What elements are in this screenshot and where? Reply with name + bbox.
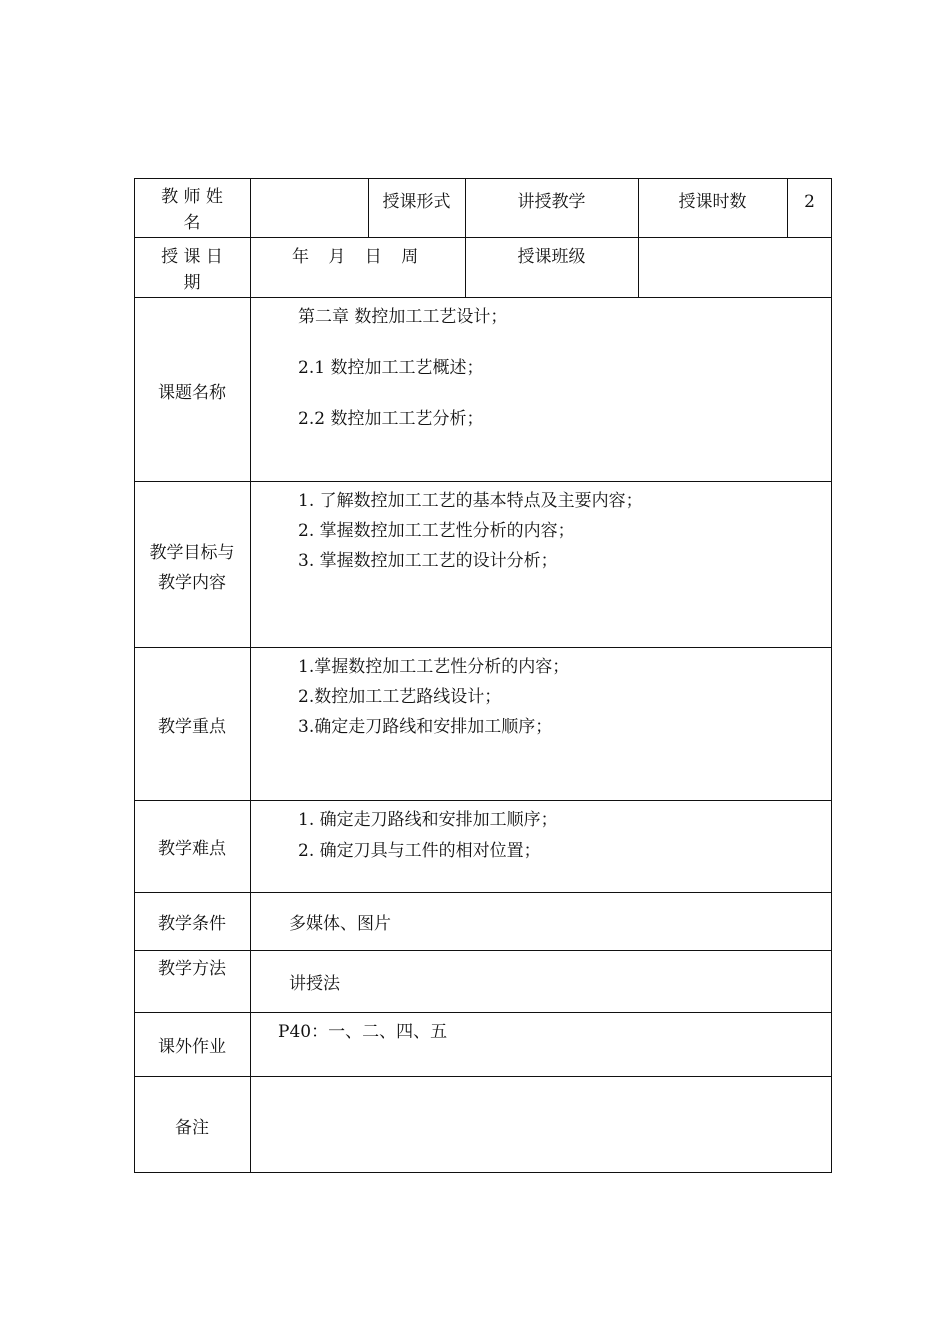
objectives-label-line2: 教学内容 — [158, 573, 226, 593]
key-point-item: 3.确定走刀路线和安排加工顺序； — [298, 717, 553, 737]
methods-value: 讲授法 — [289, 974, 340, 994]
row-divider — [134, 892, 832, 893]
topic-label: 课题名称 — [158, 383, 226, 403]
row-divider — [134, 1076, 832, 1077]
row-divider — [134, 297, 832, 298]
teaching-hours-label: 授课时数 — [678, 192, 747, 212]
teacher-name-label — [134, 187, 250, 233]
objectives-label-line1: 教学目标与 — [149, 543, 235, 563]
objective-item: 2. 掌握数控加工工艺性分析的内容； — [298, 521, 575, 541]
class-label: 授课班级 — [517, 247, 586, 267]
row-divider — [134, 647, 832, 648]
teaching-date-label-line2: 期 — [183, 273, 201, 293]
difficulty-item: 2. 确定刀具与工件的相对位置； — [298, 841, 541, 861]
teacher-name-label-line2: 名 — [183, 213, 201, 233]
teaching-form-label: 授课形式 — [382, 192, 451, 212]
conditions-value: 多媒体、图片 — [289, 914, 391, 934]
teaching-form-value: 讲授教学 — [517, 192, 586, 212]
topic-line: 2.1 数控加工工艺概述； — [298, 358, 484, 378]
remarks-label: 备注 — [175, 1118, 209, 1138]
key-point-item: 1.掌握数控加工工艺性分析的内容； — [298, 657, 570, 677]
row-divider — [134, 1012, 832, 1013]
teaching-date-value[interactable]: 年 月 日 周 — [292, 247, 419, 267]
key-points-content — [298, 657, 569, 737]
homework-label: 课外作业 — [158, 1037, 226, 1057]
topic-content — [298, 307, 507, 429]
column-divider — [250, 178, 251, 1173]
row-divider — [134, 800, 832, 801]
teacher-name-label-line1: 教 师 姓 — [161, 187, 223, 207]
teaching-hours-value: 2 — [804, 192, 815, 212]
topic-line: 2.2 数控加工工艺分析； — [298, 409, 484, 429]
homework-value: P40：一、二、四、五 — [278, 1022, 448, 1042]
row-divider — [134, 950, 832, 951]
objective-item: 3. 掌握数控加工工艺的设计分析； — [298, 551, 558, 571]
key-point-item: 2.数控加工工艺路线设计； — [298, 687, 502, 707]
key-points-label: 教学重点 — [158, 717, 226, 737]
row-divider — [134, 481, 832, 482]
topic-line: 第二章 数控加工工艺设计； — [298, 307, 508, 327]
objectives-label — [134, 543, 250, 593]
methods-label: 教学方法 — [158, 959, 226, 979]
difficulties-label: 教学难点 — [158, 839, 226, 859]
conditions-label: 教学条件 — [158, 914, 226, 934]
teaching-date-label — [134, 247, 250, 293]
difficulty-item: 1. 确定走刀路线和安排加工顺序； — [298, 810, 558, 830]
difficulties-content — [298, 810, 558, 861]
row-divider — [134, 237, 832, 238]
objective-item: 1. 了解数控加工工艺的基本特点及主要内容； — [298, 491, 643, 511]
teaching-date-label-line1: 授 课 日 — [161, 247, 223, 267]
objectives-content — [298, 491, 643, 571]
